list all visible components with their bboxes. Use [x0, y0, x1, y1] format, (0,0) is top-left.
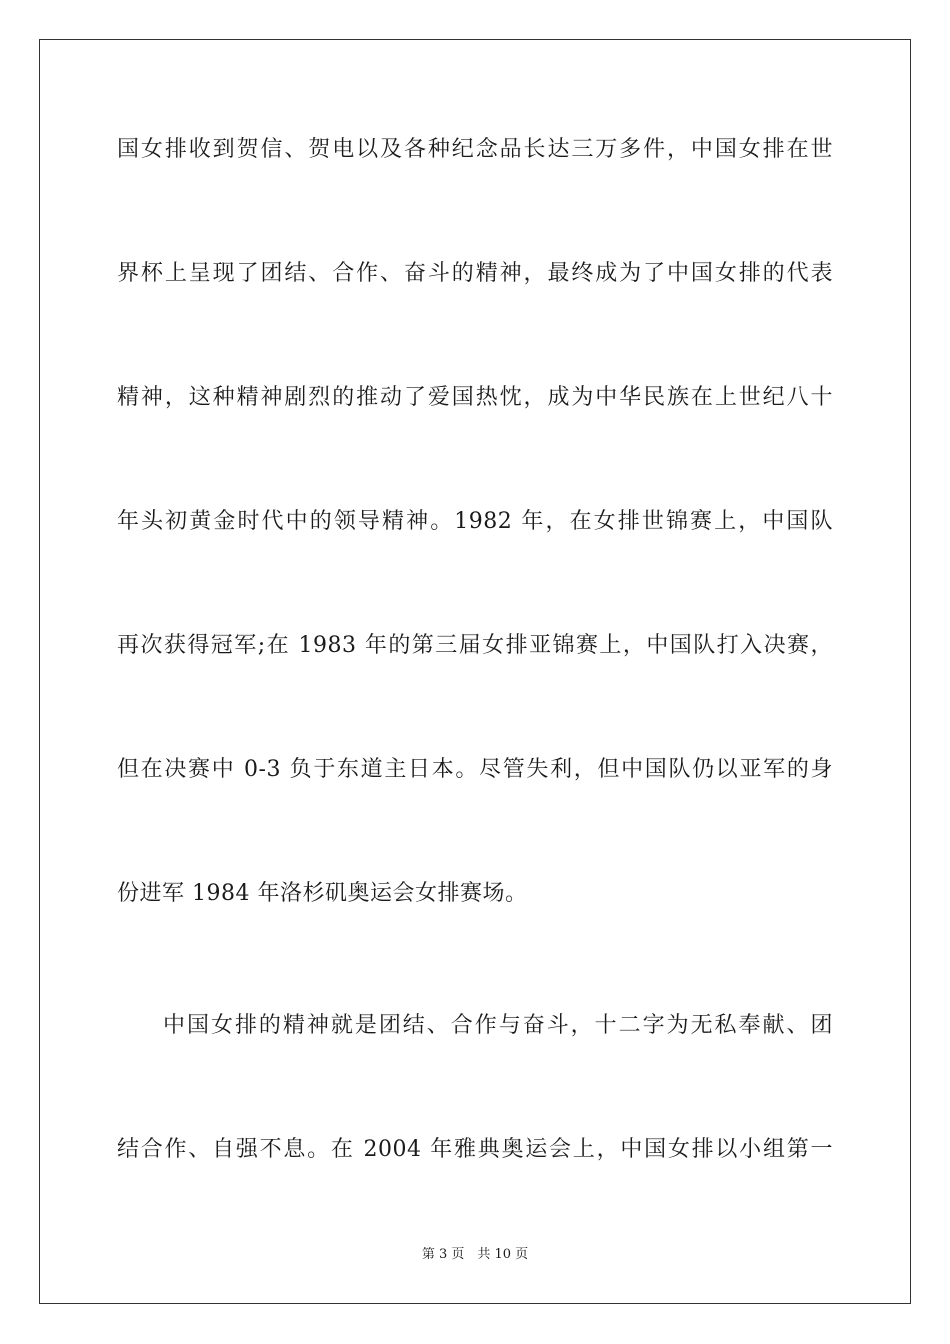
page-footer: [0, 1246, 950, 1264]
paragraph-line-2: 界杯上呈现了团结、合作、奋斗的精神，最终成为了中国女排的代表: [117, 261, 833, 286]
paragraph-line-8: 中国女排的精神就是团结、合作与奋斗，十二字为无私奉献、团: [163, 1013, 833, 1038]
paragraph-line-9: 结合作、自强不息。在 2004 年雅典奥运会上，中国女排以小组第一: [117, 1137, 833, 1162]
paragraph-line-1: 国女排收到贺信、贺电以及各种纪念品长达三万多件，中国女排在世: [117, 137, 833, 162]
paragraph-line-4: 年头初黄金时代中的领导精神。1982 年，在女排世锦赛上，中国队: [117, 509, 833, 534]
paragraph-line-3: 精神，这种精神剧烈的推动了爱国热忱，成为中华民族在上世纪八十: [117, 385, 833, 410]
page-number-label: 第 3 页 共 10 页: [421, 1247, 529, 1262]
paragraph-line-7: 份进军 1984 年洛杉矶奥运会女排赛场。: [117, 881, 528, 906]
paragraph-line-5: 再次获得冠军;在 1983 年的第三届女排亚锦赛上，中国队打入决赛，: [117, 633, 833, 658]
page-border: [39, 39, 911, 1304]
paragraph-line-6: 但在决赛中 0-3 负于东道主日本。尽管失利，但中国队仍以亚军的身: [117, 757, 833, 782]
